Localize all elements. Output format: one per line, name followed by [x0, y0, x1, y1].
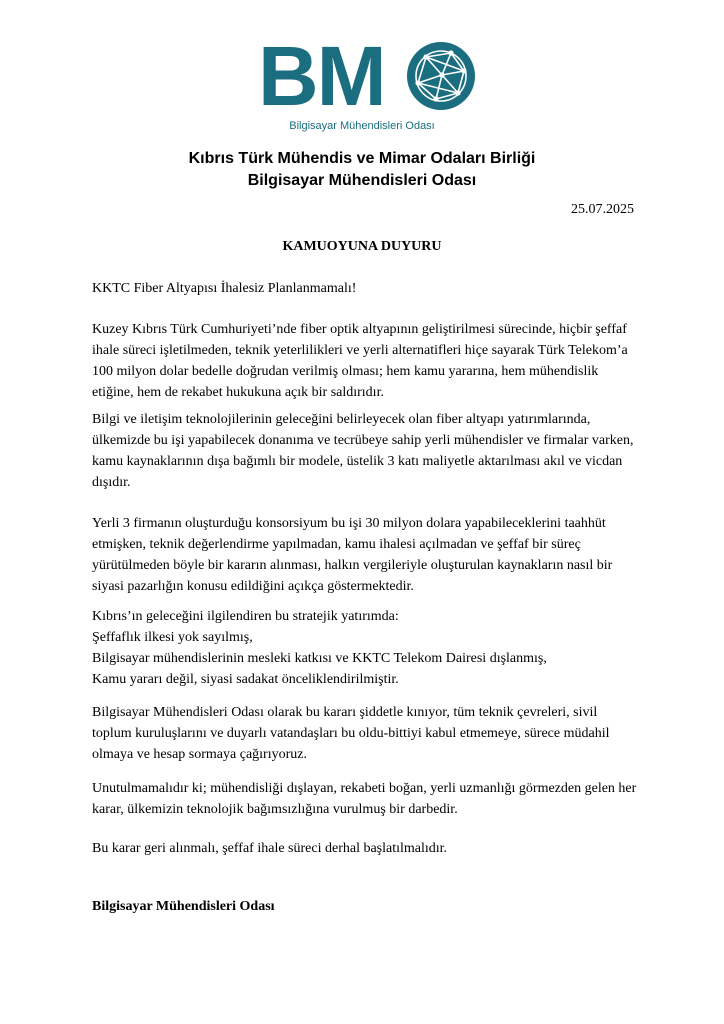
paragraph-6: Unutulmamalıdır ki; mühendisliği dışlayan, rekabeti boğan, yerli uzmanlığı görmezden gelen her karar, ülkemizin teknolojik bağımsızlığına vurulmuş bir darbedir. — [92, 781, 637, 817]
logo — [0, 29, 724, 136]
logo-subtitle: Bilgisayar Mühendisleri Odası — [289, 120, 435, 132]
paragraph-7: Bu karar geri alınmalı, şeffaf ihale süreci derhal başlatılmalıdır. — [92, 841, 448, 856]
signature: Bilgisayar Mühendisleri Odası — [92, 899, 275, 914]
document-date: 25.07.2025 — [571, 202, 634, 217]
organization-name: Kıbrıs Türk Mühendis ve Mimar Odaları Birliği — [188, 150, 536, 167]
paragraph-2: Bilgi ve iletişim teknolojilerinin geleceğini belirleyecek olan fiber altyapı yatırımlarında, ülkemizde bu işi yapabilecek donanıma ve tecrübeye sahip yerli mühendisler ve firmalar varken, kamu kaynaklarının dışa bağımlı bir modele, üstelik 3 katı maliyetle aktarılması akıl ve vicdan dışıdır. — [92, 412, 634, 490]
announcement-title: KAMUOYUNA DUYURU — [282, 239, 442, 254]
chamber-name: Bilgisayar Mühendisleri Odası — [247, 172, 477, 189]
paragraph-3: Yerli 3 firmanın oluşturduğu konsorsiyum bu işi 30 milyon dolara yapabileceklerini taahhüt etmişken, teknik değerlendirme yapılmadan, kamu ihalesi açılmadan ve şeffaf bir süreç yürütülmeden böyle bir kararın alınması, halkın vergileriyle oluşturulan kaynakların nasıl bir siyasi pazarlığın konusu edildiğini açıkça göstermektedir. — [92, 516, 613, 594]
logo-letters: BM — [258, 29, 385, 123]
paragraph-1: Kuzey Kıbrıs Türk Cumhuriyeti’nde fiber optik altyapının geliştirilmesi sürecinde, hiçbir şeffaf ihale süreci işletilmeden, teknik yeterlilikleri ve yerli alternatifleri hiçe sayarak Türk Telekom’a 100 milyon dolar bedelle doğrudan verilmiş olması; hem kamu yararına, hem mühendislik etiğine, hem de rekabet hukukuna açık bir saldırıdır. — [92, 322, 628, 400]
subject-line: KKTC Fiber Altyapısı İhalesiz Planlanmamalı! — [92, 281, 357, 296]
paragraph-5: Bilgisayar Mühendisleri Odası olarak bu kararı şiddetle kınıyor, tüm teknik çevreleri, sivil toplum kuruluşlarını ve duyarlı vatandaşları bu oldu-bittiyi kabul etmemeye, sürece müdahil olmaya ve hesap sormaya çağırıyoruz. — [92, 705, 610, 762]
network-globe-icon — [406, 41, 476, 111]
paragraph-4: Kıbrıs’ın geleceğini ilgilendiren bu stratejik yatırımda: Şeffaflık ilkesi yok sayılmış, Bilgisayar mühendislerinin mesleki katkısı ve KKTC Telekom Dairesi dışlanmış, Kamu yararı değil, siyasi sadakat önceliklendirilmiştir. — [92, 609, 547, 687]
